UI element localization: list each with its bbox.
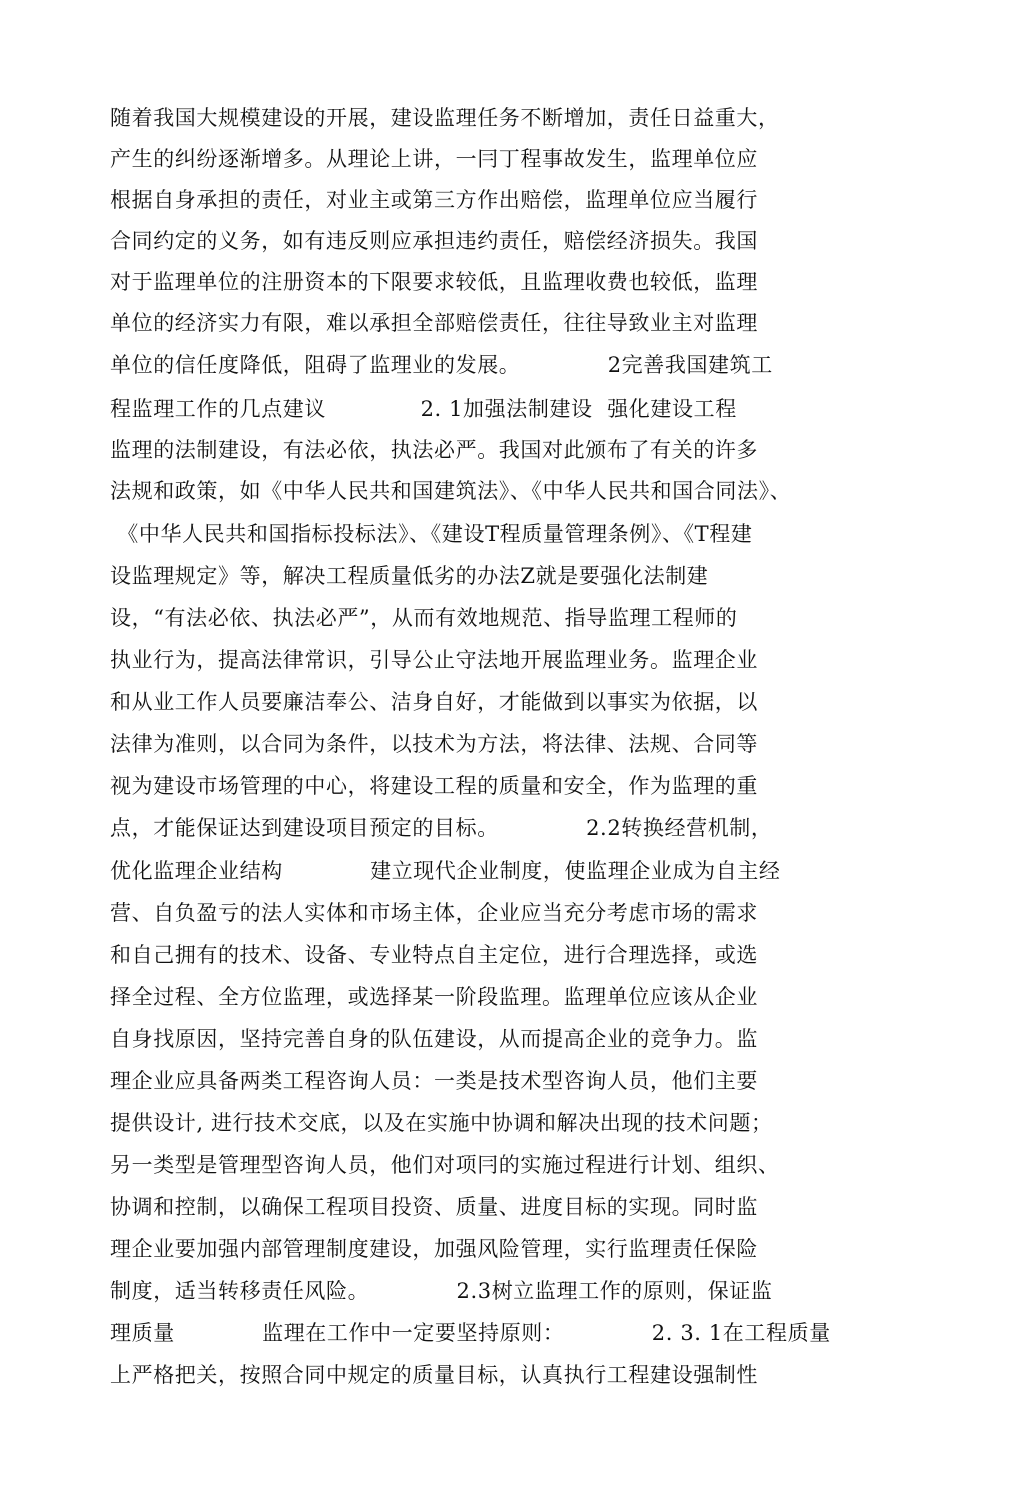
text-line-13: 设，“有法必依、执法必严”，从而有效地规范、指导监理工程师的 xyxy=(110,606,738,630)
text-line-2: 产生的纠纷逐渐增多。从理论上讲，一冃丁程事故发生，监理单位应 xyxy=(110,147,758,171)
text-line-16: 法律为准则，以合同为条件，以技术为方法，将法律、法规、合同等 xyxy=(110,732,758,756)
text-line-22: 择全过程、全方位监理，或选择某一阶段监理。监理单位应该从企业 xyxy=(110,985,758,1009)
text-line-9: 监理的法制建设，有法必依，执法必严。我国对此颁布了有关的许多 xyxy=(110,438,758,462)
text-line-14: 执业行为，提高法律常识，引导公止守法地开展监理业务。监理企业 xyxy=(110,648,758,672)
text-line-27: 协调和控制，以确保工程项目投资、质量、进度目标的实现。同时监 xyxy=(110,1195,758,1219)
text-line-31: 上严格把关，按照合同中规定的质量目标，认真执行工程建设强制性 xyxy=(110,1363,758,1387)
text-line-23: 自身找原因，坚持完善自身的队伍建设，从而提高企业的竞争力。监 xyxy=(110,1027,758,1051)
text-line-17: 视为建设市场管理的中心，将建设工程的质量和安全，作为监理的重 xyxy=(110,774,758,798)
text-line-19: 优化监理企业结构 建立现代企业制度，使监理企业成为自主经 xyxy=(110,859,781,883)
text-line-20: 营、自负盈亏的法人实体和市场主体，企业应当充分考虑市场的需求 xyxy=(110,901,758,925)
text-line-21: 和自己拥有的技术、设备、专业特点自主定位，进行合理选择，或选 xyxy=(110,943,758,967)
text-line-6: 单位的经济实力有限，难以承担全部赔偿责任，往往导致业主对监理 xyxy=(110,311,758,335)
text-line-7: 单位的信任度降低，阻碍了监理业的发展。 2完善我国建筑工 xyxy=(110,353,773,377)
text-line-25: 提供设计, 进行技术交底，以及在实施中协调和解决出现的技术问题； xyxy=(110,1111,773,1135)
text-line-4: 合同约定的义务，如有违反则应承担违约责任，赔偿经济损失。我国 xyxy=(110,229,758,253)
text-line-28: 理企业要加强内部管理制度建设，加强风险管理，实行监理责任保险 xyxy=(110,1237,758,1261)
text-line-5: 对于监理单位的注册资本的下限要求较低，且监理收费也较低，监理 xyxy=(110,270,758,294)
text-line-30: 理质量 监理在工作中一定要坚持原则： 2. 3. 1在工程质量 xyxy=(110,1321,831,1345)
text-line-3: 根据自身承担的责任，对业主或第三方作出赔偿，监理单位应当履行 xyxy=(110,188,758,212)
text-line-8: 程监理工作的几点建议 2. 1加强法制建设 强化建设工程 xyxy=(110,397,737,421)
text-line-12: 设监理规定》等，解决工程质量低劣的办法Z就是要强化法制建 xyxy=(110,564,709,588)
text-line-18: 点，才能保证达到建设项目预定的目标。 2.2转换经营机制， xyxy=(110,816,773,840)
text-line-11: 《中华人民共和国指标投标法》、《建设T程质量管理条例》、《T程建 xyxy=(110,522,753,546)
text-line-24: 理企业应具备两类工程咨询人员：一类是技术型咨询人员，他们主要 xyxy=(110,1069,758,1093)
text-line-26: 另一类型是管理型咨询人员，他们对项冃的实施过程进行计划、组织、 xyxy=(110,1153,780,1177)
text-line-10: 法规和政策，如《中华人民共和国建筑法》、《中华人民共和国合同法》、 xyxy=(110,479,792,503)
text-line-29: 制度，适当转移责任风险。 2.3树立监理工作的原则，保证监 xyxy=(110,1279,773,1303)
text-line-1: 随着我国大规模建设的开展，建设监理任务不断增加，责任日益重大， xyxy=(110,106,780,130)
text-line-15: 和从业工作人员要廉洁奉公、洁身自好，才能做到以事实为依据，以 xyxy=(110,690,758,714)
